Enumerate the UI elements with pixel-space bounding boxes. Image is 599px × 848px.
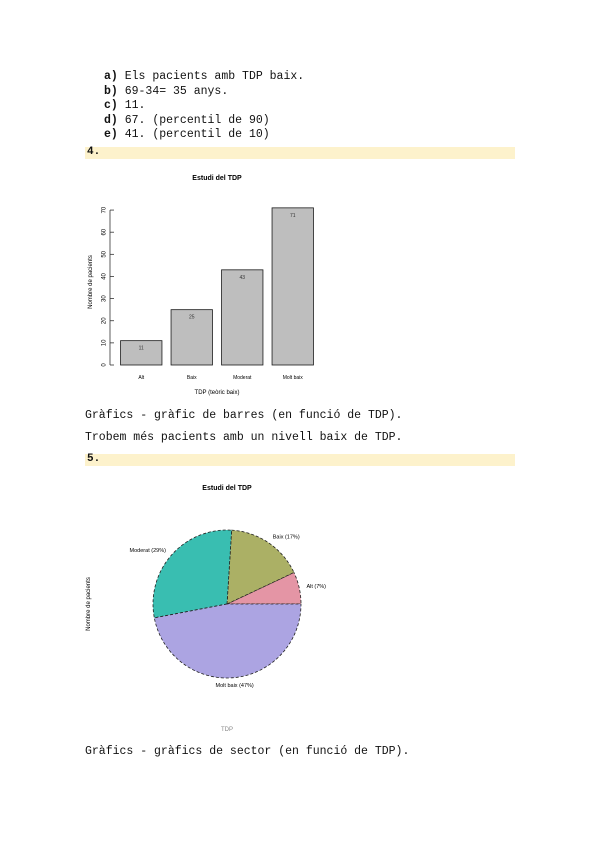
section-number: 5. xyxy=(87,453,101,465)
x-tick-label: Baix xyxy=(186,375,197,381)
pie-chart-caption: Gràfics - gràfics de sector (en funció de TDP). xyxy=(85,745,410,758)
pie-y-axis-label: Nombre de pacients xyxy=(86,577,92,631)
x-tick-label: Moderat xyxy=(233,375,252,381)
x-axis-label: TDP (teòric baix) xyxy=(194,390,240,396)
y-axis-label: Nombre de pacients xyxy=(88,255,94,309)
pie-slice-label: Moderat (29%) xyxy=(129,548,166,555)
answer-text: 11. xyxy=(124,99,146,113)
y-tick-label: 30 xyxy=(101,295,108,302)
answer-key: c) xyxy=(104,99,118,113)
answer-key: b) xyxy=(104,84,118,98)
bar-chart-caption: Gràfics - gràfic de barres (en funció de TDP). xyxy=(85,409,403,422)
y-tick-label: 70 xyxy=(101,206,108,214)
pie-slice xyxy=(153,530,232,618)
bar-value-label: 11 xyxy=(138,345,144,352)
pie-slice-label: Baix (17%) xyxy=(272,534,300,541)
y-tick-label: 0 xyxy=(101,363,108,367)
bar-value-label: 43 xyxy=(239,274,246,281)
pie-chart-title: Estudi del TDP xyxy=(202,485,252,492)
answer-key: d) xyxy=(104,113,118,127)
bar-chart-title: Estudi del TDP xyxy=(192,175,242,182)
bar-chart-conclusion: Trobem més pacients amb un nivell baix de TDP. xyxy=(85,431,403,444)
pie-x-axis-label: TDP xyxy=(221,727,233,733)
y-tick-label: 20 xyxy=(101,317,108,325)
bar-value-label: 25 xyxy=(188,314,195,321)
pie-slice-label: Alt (7%) xyxy=(306,584,327,591)
answer-key: a) xyxy=(104,70,118,83)
pie-slice-label: Molt baix (47%) xyxy=(215,683,254,690)
answer-text: 69-34= 35 anys. xyxy=(124,84,229,98)
y-tick-label: 10 xyxy=(101,339,108,347)
answer-text: 67. (percentil de 90) xyxy=(124,113,270,127)
y-tick-label: 50 xyxy=(101,250,108,258)
answer-text: Els pacients amb TDP baix. xyxy=(124,70,305,83)
x-tick-label: Alt xyxy=(138,375,145,381)
y-tick-label: 40 xyxy=(101,273,108,280)
section-number: 4. xyxy=(87,146,101,158)
bar-value-label: 71 xyxy=(289,212,296,219)
pie-slice xyxy=(154,604,301,678)
y-tick-label: 60 xyxy=(101,228,108,236)
answer-text: 41. (percentil de 10) xyxy=(124,128,270,142)
answer-key: e) xyxy=(104,128,118,142)
x-tick-label: Molt baix xyxy=(282,375,303,381)
